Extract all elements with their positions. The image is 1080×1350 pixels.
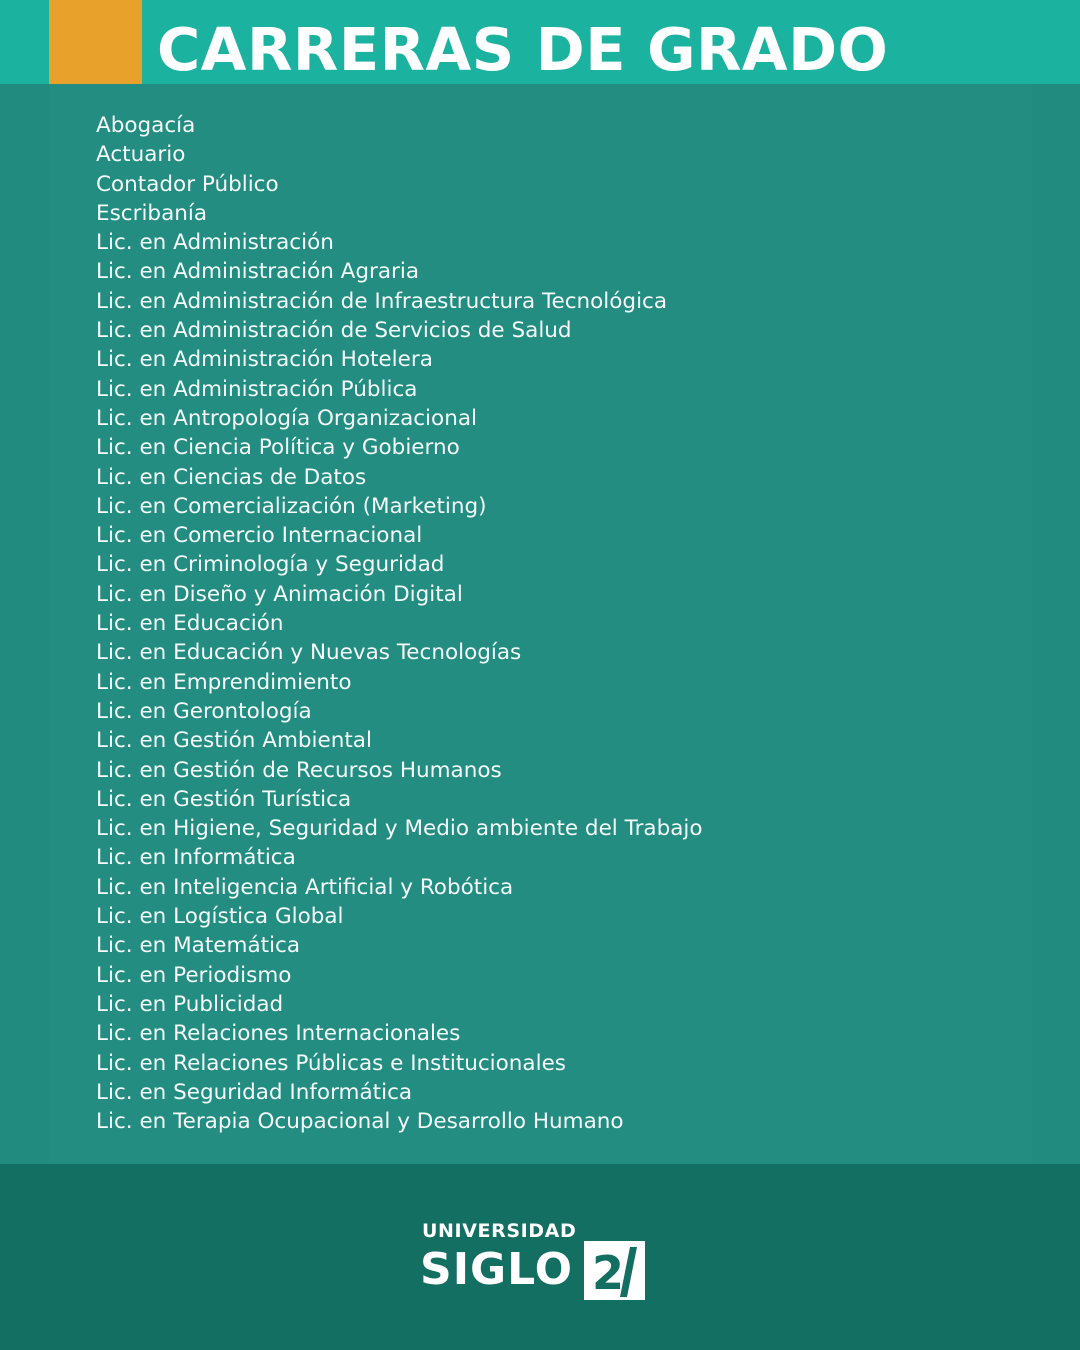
career-item: Lic. en Administración de Infraestructura Tecnológica <box>96 288 668 314</box>
accent-square <box>49 0 142 84</box>
career-item: Lic. en Gestión Ambiental <box>96 728 372 754</box>
career-item: Lic. en Comercio Internacional <box>96 523 423 549</box>
career-item: Lic. en Gerontología <box>96 698 312 724</box>
career-item: Lic. en Administración Pública <box>96 376 418 402</box>
career-item: Lic. en Criminología y Seguridad <box>96 552 445 578</box>
career-item: Escribanía <box>96 200 208 226</box>
career-item: Lic. en Educación y Nuevas Tecnologías <box>96 640 522 666</box>
career-item: Actuario <box>96 142 186 168</box>
page-title: CARRERAS DE GRADO <box>157 15 889 84</box>
logo-21-icon <box>584 1241 645 1300</box>
logo-siglo-text: SIGLO <box>420 1244 574 1295</box>
career-item: Lic. en Comercialización (Marketing) <box>96 493 487 519</box>
career-item: Contador Público <box>96 171 279 197</box>
career-item: Lic. en Relaciones Internacionales <box>96 1021 461 1047</box>
career-item: Lic. en Antropología Organizacional <box>96 405 477 431</box>
career-item: Lic. en Administración de Servicios de Salud <box>96 318 572 344</box>
career-item: Lic. en Emprendimiento <box>96 669 352 695</box>
career-item: Lic. en Matemática <box>96 933 301 959</box>
career-item: Lic. en Gestión Turística <box>96 786 352 812</box>
career-item: Lic. en Relaciones Públicas e Institucionales <box>96 1050 566 1076</box>
career-item: Lic. en Higiene, Seguridad y Medio ambiente del Trabajo <box>96 816 703 842</box>
career-item: Lic. en Inteligencia Artificial y Robótica <box>96 874 514 900</box>
logo-university-text: UNIVERSIDAD <box>422 1220 577 1242</box>
career-item: Lic. en Administración <box>96 230 334 256</box>
career-item: Lic. en Ciencias de Datos <box>96 464 367 490</box>
career-item: Abogacía <box>96 113 196 138</box>
logo-number-text: 2 <box>591 1246 625 1300</box>
career-item: Lic. en Educación <box>96 611 284 637</box>
career-item: Lic. en Diseño y Animación Digital <box>96 581 463 607</box>
career-list <box>96 111 703 1136</box>
career-item: Lic. en Logística Global <box>96 904 344 930</box>
career-item: Lic. en Administración Agraria <box>96 259 420 285</box>
career-item: Lic. en Terapia Ocupacional y Desarrollo Humano <box>96 1109 624 1135</box>
career-item: Lic. en Publicidad <box>96 991 284 1017</box>
career-item: Lic. en Ciencia Política y Gobierno <box>96 435 460 461</box>
career-item: Lic. en Seguridad Informática <box>96 1079 413 1105</box>
career-item: Lic. en Administración Hotelera <box>96 347 433 373</box>
career-item: Lic. en Informática <box>96 845 296 871</box>
career-item: Lic. en Gestión de Recursos Humanos <box>96 757 502 783</box>
career-item: Lic. en Periodismo <box>96 962 292 988</box>
